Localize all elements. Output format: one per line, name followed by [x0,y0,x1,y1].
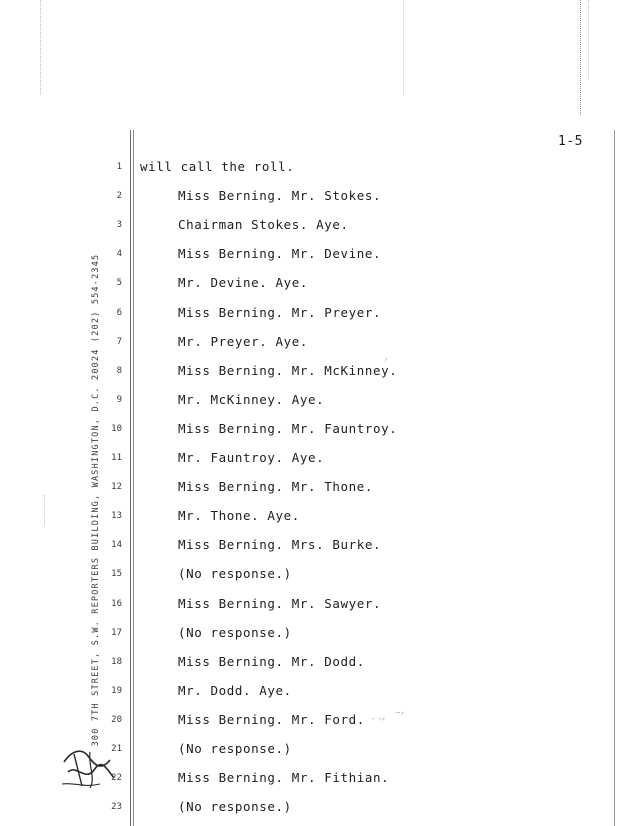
line-text: Miss Berning. Mr. Thone. [178,479,374,495]
line-number: 11 [111,453,122,463]
line-text: Mr. Dodd. Aye. [178,682,292,698]
transcript-line [0,274,638,292]
transcript-line [0,711,638,729]
line-number: 15 [111,569,122,580]
line-text: (No response.) [178,624,292,640]
line-number: 18 [111,656,122,667]
transcript-line [0,507,638,525]
line-number: 17 [111,627,122,638]
transcript-line [0,798,638,816]
line-text: Miss Berning. Mr. Fithian. [178,770,390,786]
line-number: 20 [111,714,122,725]
transcript-line [0,420,638,438]
line-text: Mr. Thone. Aye. [178,508,300,524]
pen-mark: ⸳⸳⸝ [396,707,405,716]
line-text: Miss Berning. Mr. McKinney. [178,362,398,378]
transcript-line [0,565,638,583]
line-text: Miss Berning. Mr. Preyer. [178,304,382,320]
line-text: Miss Berning. Mr. Stokes. [178,188,382,204]
reporter-address: 300 7TH STREET, S.W. REPORTERS BUILDING, WASHINGTON, D.C. 20024 (202) 554-2345 [91,253,101,747]
line-text: Chairman Stokes. Aye. [178,217,349,233]
line-text: Mr. Fauntroy. Aye. [178,450,325,465]
line-text: Mr. Devine. Aye. [178,275,309,291]
scan-streak [580,0,582,115]
line-number: 14 [111,540,122,551]
transcript-line [0,158,638,176]
scan-streak [40,0,42,95]
line-number: 19 [111,685,122,696]
line-number: 5 [116,278,122,289]
transcript-line [0,595,638,613]
transcript-line [0,333,638,351]
transcript-line [0,187,638,205]
line-text: will call the roll. [140,159,295,174]
line-text: Miss Berning. Mr. Fauntroy. [178,420,398,436]
handwritten-initials [60,742,118,792]
line-number: 23 [111,802,122,813]
transcript-line [0,653,638,671]
line-text: Miss Berning. Mr. Dodd. [178,653,365,669]
line-number: 3 [116,220,122,231]
line-number: 22 [111,773,122,784]
line-number: 6 [116,307,122,318]
scan-streak [588,0,590,80]
line-text: (No response.) [178,799,292,815]
transcript-line [0,362,638,380]
line-number: 1 [116,162,122,172]
line-number: 21 [111,744,122,754]
line-number: 9 [116,394,122,405]
transcript-line [0,536,638,554]
line-text: (No response.) [178,566,292,582]
line-text: Mr. McKinney. Aye. [178,391,325,407]
line-text: Miss Berning. Mr. Devine. [178,246,382,262]
line-text: Miss Berning. Mrs. Burke. [178,537,382,553]
page-number: 1-5 [558,134,583,149]
line-number: 13 [111,511,122,522]
transcript-line [0,245,638,263]
scan-streak [403,0,405,95]
line-number: 10 [111,423,122,434]
line-text: (No response.) [178,741,292,756]
line-number: 8 [116,365,122,376]
transcript-line [0,624,638,642]
transcript-line [0,682,638,700]
line-text: Mr. Preyer. Aye. [178,333,309,349]
transcript-line [0,478,638,496]
line-number: 16 [111,598,122,609]
line-number: 4 [116,249,122,260]
transcript-line [0,391,638,409]
line-text: Miss Berning. Mr. Ford. [178,711,365,727]
transcript-line [0,304,638,322]
transcript-line [0,449,638,467]
line-number: 7 [116,336,122,347]
transcript-line [0,216,638,234]
line-number: 2 [116,191,122,202]
pen-mark: ⸳ ⸳⸝ [372,713,386,722]
line-text: Miss Berning. Mr. Sawyer. [178,595,382,611]
line-number: 12 [111,482,122,493]
pen-mark: ⸝ [384,353,388,362]
